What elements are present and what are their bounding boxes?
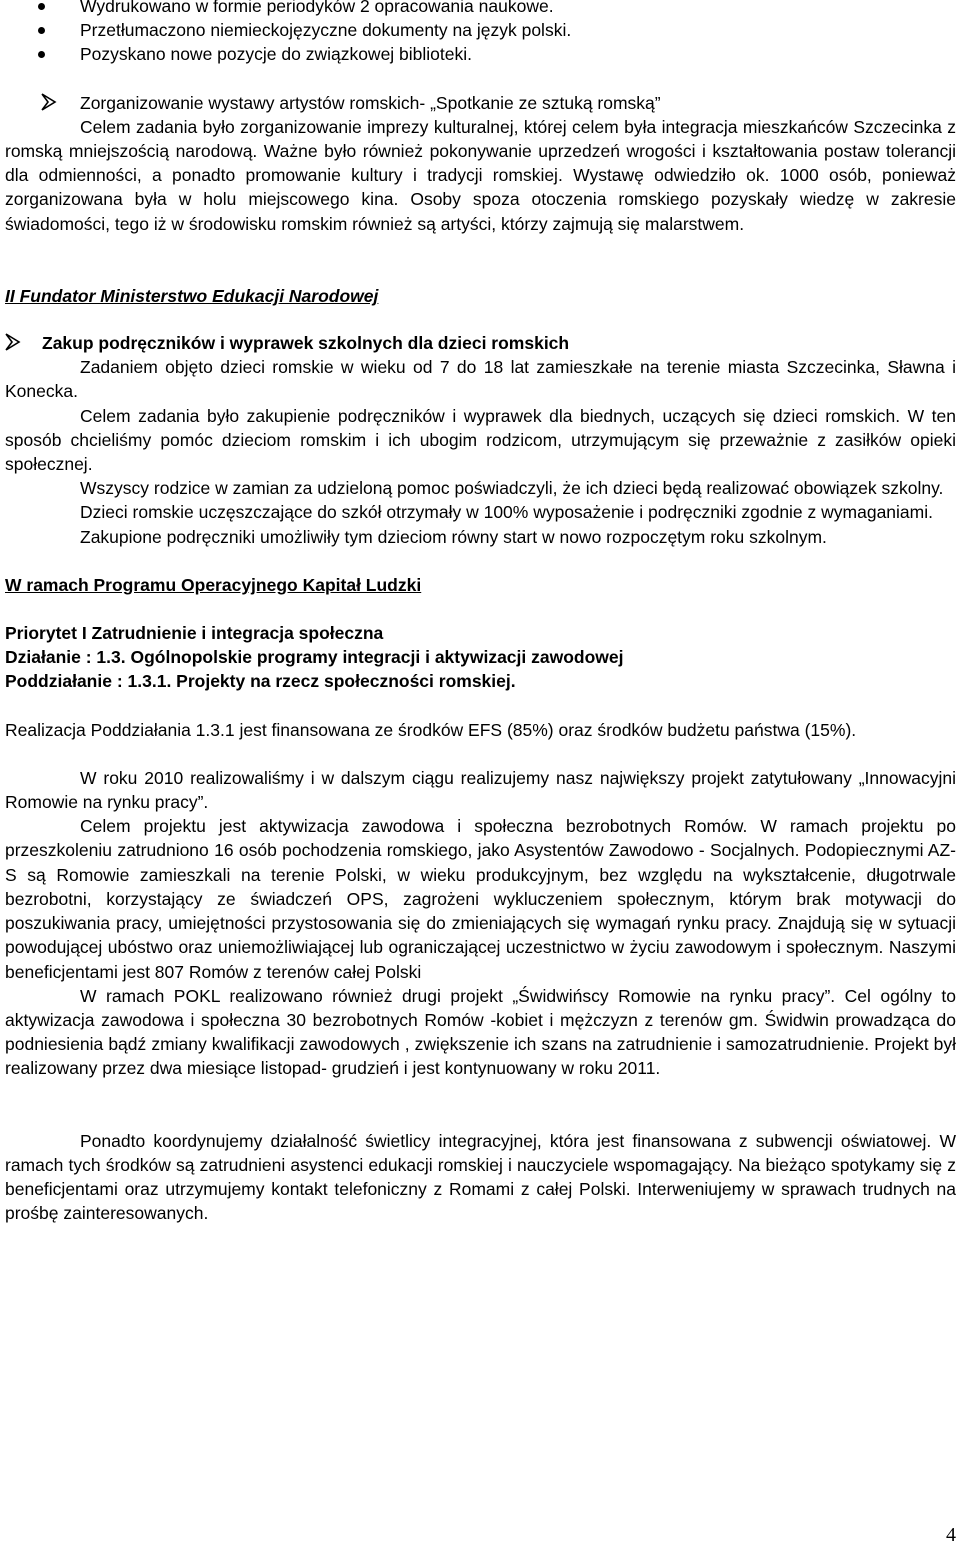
bullet-dot-icon [38, 51, 45, 58]
fundator-paragraph-2: Celem zadania było zakupienie podręczników i wyprawek dla biednych, uczących się dzieci romskich. W ten sposób chcieliśmy pomóc dzieciom romskim i ich ubogim rodzicom, utrzymującym się przeważnie z zasiłków opieki społecznej. [5, 405, 956, 475]
exhibition-heading-row [5, 91, 956, 115]
document-page [5, 0, 956, 1225]
fundator-paragraph-4: Dzieci romskie uczęszczające do szkół otrzymały w 100% wyposażenie i podręczniki zgodnie z wymaganiami. [80, 502, 933, 523]
bullet-item: Przetłumaczono niemieckojęzyczne dokumenty na język polski. [5, 18, 956, 42]
bullet-list [5, 0, 956, 67]
bullet-dot-icon [38, 3, 45, 10]
fundator-title: II Fundator Ministerstwo Edukacji Narodowej [5, 285, 379, 306]
fundator-paragraph-5: Zakupione podręczniki umożliwiły tym dzieciom równy start w nowo rozpoczętym roku szkolnym. [80, 526, 827, 547]
program-paragraph-3: W ramach POKL realizowano również drugi projekt „Świdwińscy Romowie na rynku pracy”. Cel ogólny to aktywizacja zawodowa i społeczna 30 bezrobotnych Romów -kobiet i mężczyzn z terenów gm. Świdwin prowadząca do podniesienia bądź zmiany kwalifikacji zawodowych , zwiększenie ich szans na zatrudnienie i samozatrudnienie. Projekt był realizowany przez dwa miesiące listopad- grudzień i jest kontynuowany w roku 2011. [5, 985, 956, 1079]
fundator-paragraph-1: Zadaniem objęto dzieci romskie w wieku od 7 do 18 lat zamieszkałe na terenie miasta Szczecinka, Sławna i Konecka. [5, 357, 956, 402]
program-paragraph-2: Celem projektu jest aktywizacja zawodowa i społeczna bezrobotnych Romów. W ramach projektu po przeszkoleniu zatrudniono 16 osób pochodzenia romskiego, jako Asystentów Zawodowo - Socjalnych. Podopiecznymi AZ-S są Romowie zamieszkali na terenie Polski, w wieku produkcyjnym, bez względu na wykształcenie, długotrwale bezrobotni, korzystający ze świadczeń OPS, zagrożeni wykluczeniem społecznym, którym brak motywacji do poszukiwania pracy, umiejętności przystosowania się do zmieniających się wymagań rynku pracy. Znajdują się w sytuacji powodującej ubóstwo oraz uniemożliwiającej lub ograniczającej uczestnictwo w życiu zawodowym i społecznym. Naszymi beneficjentami jest 807 Romów z terenów całej Polski [5, 816, 956, 982]
textbooks-heading: Zakup podręczników i wyprawek szkolnych dla dzieci romskich [42, 333, 570, 354]
arrow-bullet-icon [5, 333, 21, 351]
arrow-bullet-icon [41, 93, 57, 111]
bullet-item: Wydrukowano w formie periodyków 2 opracowania naukowe. [5, 0, 956, 18]
dzialanie-line: Działanie : 1.3. Ogólnopolskie programy integracji i aktywizacji zawodowej [5, 647, 624, 668]
program-title: W ramach Programu Operacyjnego Kapitał Ludzki [5, 574, 422, 595]
program-paragraph-1: W roku 2010 realizowaliśmy i w dalszym ciągu realizujemy nasz największy projekt zatytułowany „Innowacyjni Romowie na rynku pracy”. [5, 767, 956, 813]
exhibition-paragraph: Celem zadania było zorganizowanie imprezy kulturalnej, której celem była integracja mieszkańców Szczecinka z romską mniejszością narodową. Ważne było również pokonywanie uprzedzeń wrogości i kształtowania postaw tolerancji dla odmienności, a ponadto promowanie kultury i tradycji romskiej. Wystawę odwiedziło ok. 1000 osób, ponieważ zorganizowana była w holu miejscowego kina. Osoby spoza otoczenia romskiego pozyskały wiedzę w zakresie świadomości, tego iż w środowisku romskim również są artyści, którzy zajmują się malarstwem. [5, 116, 956, 234]
fundator-paragraph-3: Wszyscy rodzice w zamian za udzieloną pomoc poświadczyli, że ich dzieci będą realizować obowiązek szkolny. [80, 478, 944, 499]
textbooks-heading-row [5, 331, 956, 355]
bullet-dot-icon [38, 27, 45, 34]
financing-paragraph: Realizacja Poddziałania 1.3.1 jest finansowana ze środków EFS (85%) oraz środków budżetu państwa (15%). [5, 719, 857, 740]
bullet-item: Pozyskano nowe pozycje do związkowej biblioteki. [5, 42, 956, 66]
poddzialanie-line: Poddziałanie : 1.3.1. Projekty na rzecz społeczności romskiej. [5, 671, 516, 692]
page-number: 4 [946, 1524, 956, 1546]
program-paragraph-4: Ponadto koordynujemy działalność świetlicy integracyjnej, która jest finansowana z subwencji oświatowej. W ramach tych środków są zatrudnieni asystenci edukacji romskiej i nauczyciele wspomagający. Na bieżąco spotykamy się z beneficjentami oraz utrzymujemy kontakt telefoniczny z Romami z całej Polski. Interweniujemy w sprawach trudnych na prośbę zainteresowanych. [5, 1130, 956, 1224]
exhibition-heading: Zorganizowanie wystawy artystów romskich- „Spotkanie ze sztuką romską” [80, 92, 661, 113]
priorytet-line: Priorytet I Zatrudnienie i integracja społeczna [5, 623, 384, 644]
